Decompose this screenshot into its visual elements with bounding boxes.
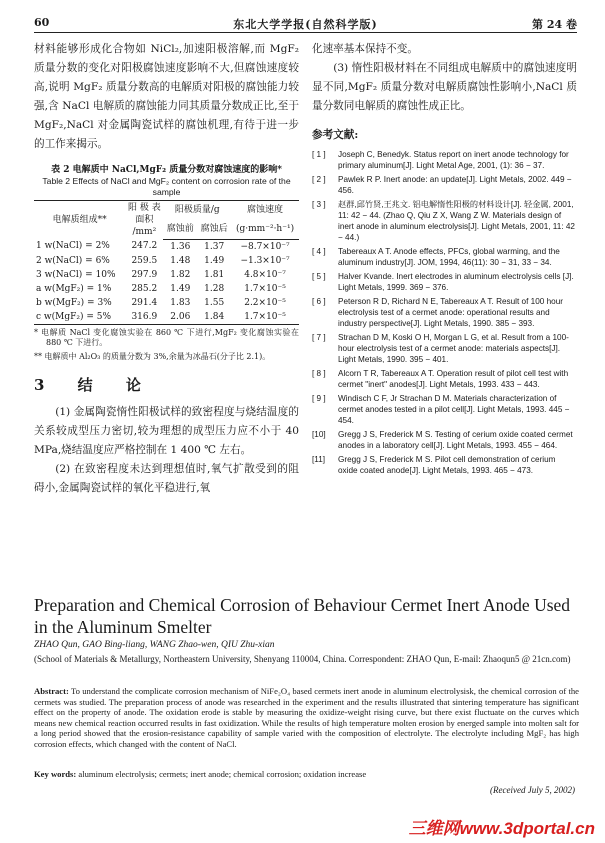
- reference-text: Peterson R D, Richard N E, Tabereaux A T. Result of 100 hour electrolysis test of a cermet anode: operational results and industry perspective[J]. Light Metals, 1990. 385 − 393.: [338, 297, 563, 328]
- header-composition: 电解质组成**: [52, 215, 107, 225]
- table-row: [34, 239, 299, 254]
- table-cell-after: 1.55: [204, 297, 225, 308]
- table-cell-area: 316.9: [131, 311, 158, 322]
- table-cell-comp: a w(MgF₂) = 1%: [36, 283, 112, 294]
- keywords-label: Key words:: [34, 769, 77, 779]
- table-cell-comp: 3 w(NaCl) = 10%: [36, 269, 116, 280]
- section-heading: 3 结 论: [34, 376, 155, 394]
- reference-list: [312, 149, 577, 476]
- reference-item: [312, 174, 577, 196]
- english-affiliation: (School of Materials & Metallurgy, Northeastern University, Shenyang 110004, China. Correspondent: ZHAO Qun, E-mail: Zhaoqun5 @ 21cn.com): [34, 654, 571, 664]
- header-rate-unit: (g·mm⁻²·h⁻¹): [231, 220, 299, 239]
- reference-item: [312, 393, 577, 426]
- reference-item: [312, 271, 577, 293]
- reference-number: [ 1 ]: [312, 150, 326, 159]
- reference-number: [11]: [312, 455, 326, 464]
- header-corrosion-rate: 腐蚀速度: [247, 205, 284, 216]
- english-keywords: [34, 769, 579, 780]
- header-after: 腐蚀后: [197, 220, 231, 239]
- reference-item: [312, 429, 577, 451]
- conclusion-2: (2) 在致密程度未达到理想值时,氧气扩散受到的阻碍小,金属陶瓷试样的氧化平稳进行,氧: [34, 463, 299, 494]
- reference-number: [ 8 ]: [312, 369, 326, 378]
- conclusion-2-continued: 化速率基本保持不变。: [312, 43, 418, 55]
- table-row: [34, 296, 299, 310]
- reference-item: [312, 296, 577, 329]
- keywords-text: aluminum electrolysis; cermets; inert anode; chemical corrosion; oxidation increase: [76, 769, 367, 779]
- site-watermark: 三维网www.3dportal.cn: [408, 819, 595, 838]
- table-caption-en: Table 2 Effects of NaCl and MgF₂ content on corrosion rate of the sample: [42, 176, 291, 197]
- abstract-label: Abstract:: [34, 686, 69, 696]
- page-number: 60: [34, 16, 50, 29]
- reference-text: Gregg J S, Frederick M S. Pilot cell demonstration of cerium oxide coated anode[J]. Light Metals, 1993. 465 − 473.: [338, 455, 556, 475]
- table-cell-before: 1.36: [170, 241, 191, 252]
- reference-text: Windisch C F, Jr Strachan D M. Materials characterization of cermet anodes tested in a pilot cell[J]. Light Metals, 1993. 445 − 454.: [338, 394, 570, 425]
- table-cell-area: 285.2: [131, 283, 158, 294]
- reference-number: [ 6 ]: [312, 297, 326, 306]
- volume-label: 第 24 卷: [532, 18, 577, 31]
- reference-item: [312, 199, 577, 243]
- reference-item: [312, 149, 577, 171]
- reference-number: [ 7 ]: [312, 333, 326, 342]
- table-note-2: ** 电解质中 Al₂O₃ 的质量分数为 3%,余量为冰晶石(分子比 2.1)。: [34, 351, 271, 361]
- conclusion-1: (1) 金属陶瓷惰性阳极试样的致密程度与烧结温度的关系较成型压力密切,较为理想的成型压力应不小于 40 MPa,烧结温度应严格控制在 1 400 ℃ 左右。: [34, 406, 299, 456]
- table-cell-area: 259.5: [131, 255, 158, 266]
- references-heading: 参考文献:: [312, 129, 359, 141]
- reference-text: Strachan D M, Koski O H, Morgan L G, et al. Result from a 100-hour electrolysis test of a cermet anode: materials aspects[J]. Light Metals, 1990. 395 − 401.: [338, 333, 569, 364]
- table-cell-after: 1.37: [204, 241, 225, 252]
- right-column: [312, 40, 577, 479]
- body-paragraph: 材料能够形成化合物如 NiCl₂,加速阳极溶解,而 MgF₂ 质量分数的变化对阳极腐蚀速度影响不大,但腐蚀速度较高,说明 MgF₂ 质量分数高的电解质对阳极的腐蚀能力较强,含 NaCl 电解质的腐蚀能力同其质量分数成正比,至于 MgF₂,NaCl 对金属陶瓷试样的腐蚀机理,有待于进一步的工作来揭示。: [34, 43, 299, 150]
- table-cell-comp: b w(MgF₂) = 3%: [36, 297, 112, 308]
- header-before: 腐蚀前: [163, 220, 197, 239]
- reference-text: Gregg J S, Frederick M S. Testing of cerium oxide coated cermet anodes in a laboratory cell[J]. Light Metals, 1993. 455 − 464.: [338, 430, 573, 450]
- table-cell-before: 2.06: [170, 311, 191, 322]
- reference-text: 赵群,邱竹贤,王兆文. 铝电解惰性阳极的材料设计[J]. 轻金属, 2001, 11: 42 − 44. (Zhao Q, Qiu Z X, Wang Z W. Materials design of inert anode in aluminum electrolysis[J]. Light Metals, 2001, 11: 42 − 44.): [338, 200, 575, 242]
- table-caption-cn: 表 2 电解质中 NaCl,MgF₂ 质量分数对腐蚀速度的影响*: [51, 165, 282, 175]
- english-abstract: [34, 686, 579, 750]
- corrosion-rate-table: [34, 200, 299, 325]
- reference-item: [312, 246, 577, 268]
- running-header: [34, 14, 577, 33]
- table-cell-after: 1.84: [204, 311, 225, 322]
- reference-number: [ 9 ]: [312, 394, 326, 403]
- table-cell-before: 1.49: [170, 283, 191, 294]
- reference-number: [ 2 ]: [312, 175, 326, 184]
- reference-text: Halver Kvande. Inert electrodes in aluminum electrolysis cells [J]. Light Metals, 1999. 369 − 376.: [338, 272, 574, 292]
- table-note-1: * 电解质 NaCl 变化腐蚀实验在 860 ℃ 下进行,MgF₂ 变化腐蚀实验在 880 ℃ 下进行。: [34, 327, 299, 347]
- table-cell-rate: 1.7×10⁻⁵: [244, 311, 286, 322]
- table-cell-area: 291.4: [131, 297, 158, 308]
- reference-number: [ 5 ]: [312, 272, 326, 281]
- table-row: [34, 254, 299, 268]
- table-row: [34, 282, 299, 296]
- table-cell-rate: −1.3×10⁻⁷: [240, 255, 290, 266]
- conclusion-3: (3) 惰性阳极材料在不同组成电解质中的腐蚀速度明显不同,MgF₂ 质量分数对电解质腐蚀性影响小,NaCl 质量分数同电解质的腐蚀性成正比。: [312, 62, 577, 112]
- reference-item: [312, 332, 577, 365]
- left-column: [34, 40, 299, 498]
- table-cell-rate: 4.8×10⁻⁷: [244, 269, 286, 280]
- english-authors: ZHAO Qun, GAO Bing-liang, WANG Zhao-wen, QIU Zhu-xian: [34, 640, 275, 650]
- table-cell-rate: 1.7×10⁻⁵: [244, 283, 286, 294]
- abstract-text: To understand the complicate corrosion mechanism of NiFe₂O₄ based cermets inert anode in aluminum electrolysisk, the chemical corrosion of the cermets was studied. The preparation process of anode was researched in the experiment and the results illustrated that sintering temperature has significant effect on the property of anode. The oxidation erode is stable by measuring the oxidize-weight rising curve, but there exist fluctuate on the curves which means new chemical reaction occurred results in fast oxidization. While the results of high temperature molten erosion by energed sample into molten salt for a long period showed that the erosion-resistance capability of sample varied with the composition of electrolyte. The electrolyte including MgF₂ has high corrosion effects, which changed with the content of NaCl.: [34, 686, 579, 749]
- header-anode-area: 阳 极 表面积 /mm²: [127, 203, 161, 237]
- table-cell-rate: 2.2×10⁻⁵: [244, 297, 286, 308]
- reference-number: [ 3 ]: [312, 200, 326, 209]
- table-cell-area: 247.2: [131, 241, 158, 252]
- header-anode-mass: 阳极质量/g: [174, 205, 220, 216]
- reference-text: Tabereaux A T. Anode effects, PFCs, global warming, and the aluminum industry[J]. JOM, 1994, 46(11): 30 − 31, 33 − 34.: [338, 247, 560, 267]
- reference-item: [312, 368, 577, 390]
- table-cell-after: 1.81: [204, 269, 225, 280]
- table-cell-comp: c w(MgF₂) = 5%: [36, 311, 111, 322]
- table-cell-comp: 1 w(NaCl) = 2%: [36, 241, 110, 252]
- table-cell-before: 1.83: [170, 297, 191, 308]
- reference-text: Joseph C, Benedyk. Status report on inert anode technology for primary aluminum[J]. Light Metal Age, 2001, (1): 36 − 37.: [338, 150, 569, 170]
- received-date: (Received July 5, 2002): [490, 785, 575, 795]
- reference-number: [10]: [312, 430, 326, 439]
- table-row: [34, 268, 299, 282]
- reference-text: Alcorn T R, Tabereaux A T. Operation result of pilot cell test with cermet "inert" anodes[J]. Light Metals, 1993. 433 − 443.: [338, 369, 569, 389]
- table-cell-before: 1.82: [170, 269, 191, 280]
- table-cell-rate: −8.7×10⁻⁷: [240, 241, 290, 252]
- table-cell-area: 297.9: [131, 269, 158, 280]
- reference-text: Pawlek R P. Inert anode: an update[J]. Light Metals, 2002. 449 − 456.: [338, 175, 572, 195]
- table-cell-after: 1.28: [204, 283, 225, 294]
- reference-number: [ 4 ]: [312, 247, 326, 256]
- english-title: Preparation and Chemical Corrosion of Behaviour Cermet Inert Anode Used in the Aluminum Smelter: [34, 595, 571, 637]
- table-cell-comp: 2 w(NaCl) = 6%: [36, 255, 110, 266]
- table-cell-before: 1.48: [170, 255, 191, 266]
- table-row: [34, 310, 299, 325]
- table-cell-after: 1.49: [204, 255, 225, 266]
- journal-title: 东北大学学报(自然科学版): [233, 18, 378, 31]
- reference-item: [312, 454, 577, 476]
